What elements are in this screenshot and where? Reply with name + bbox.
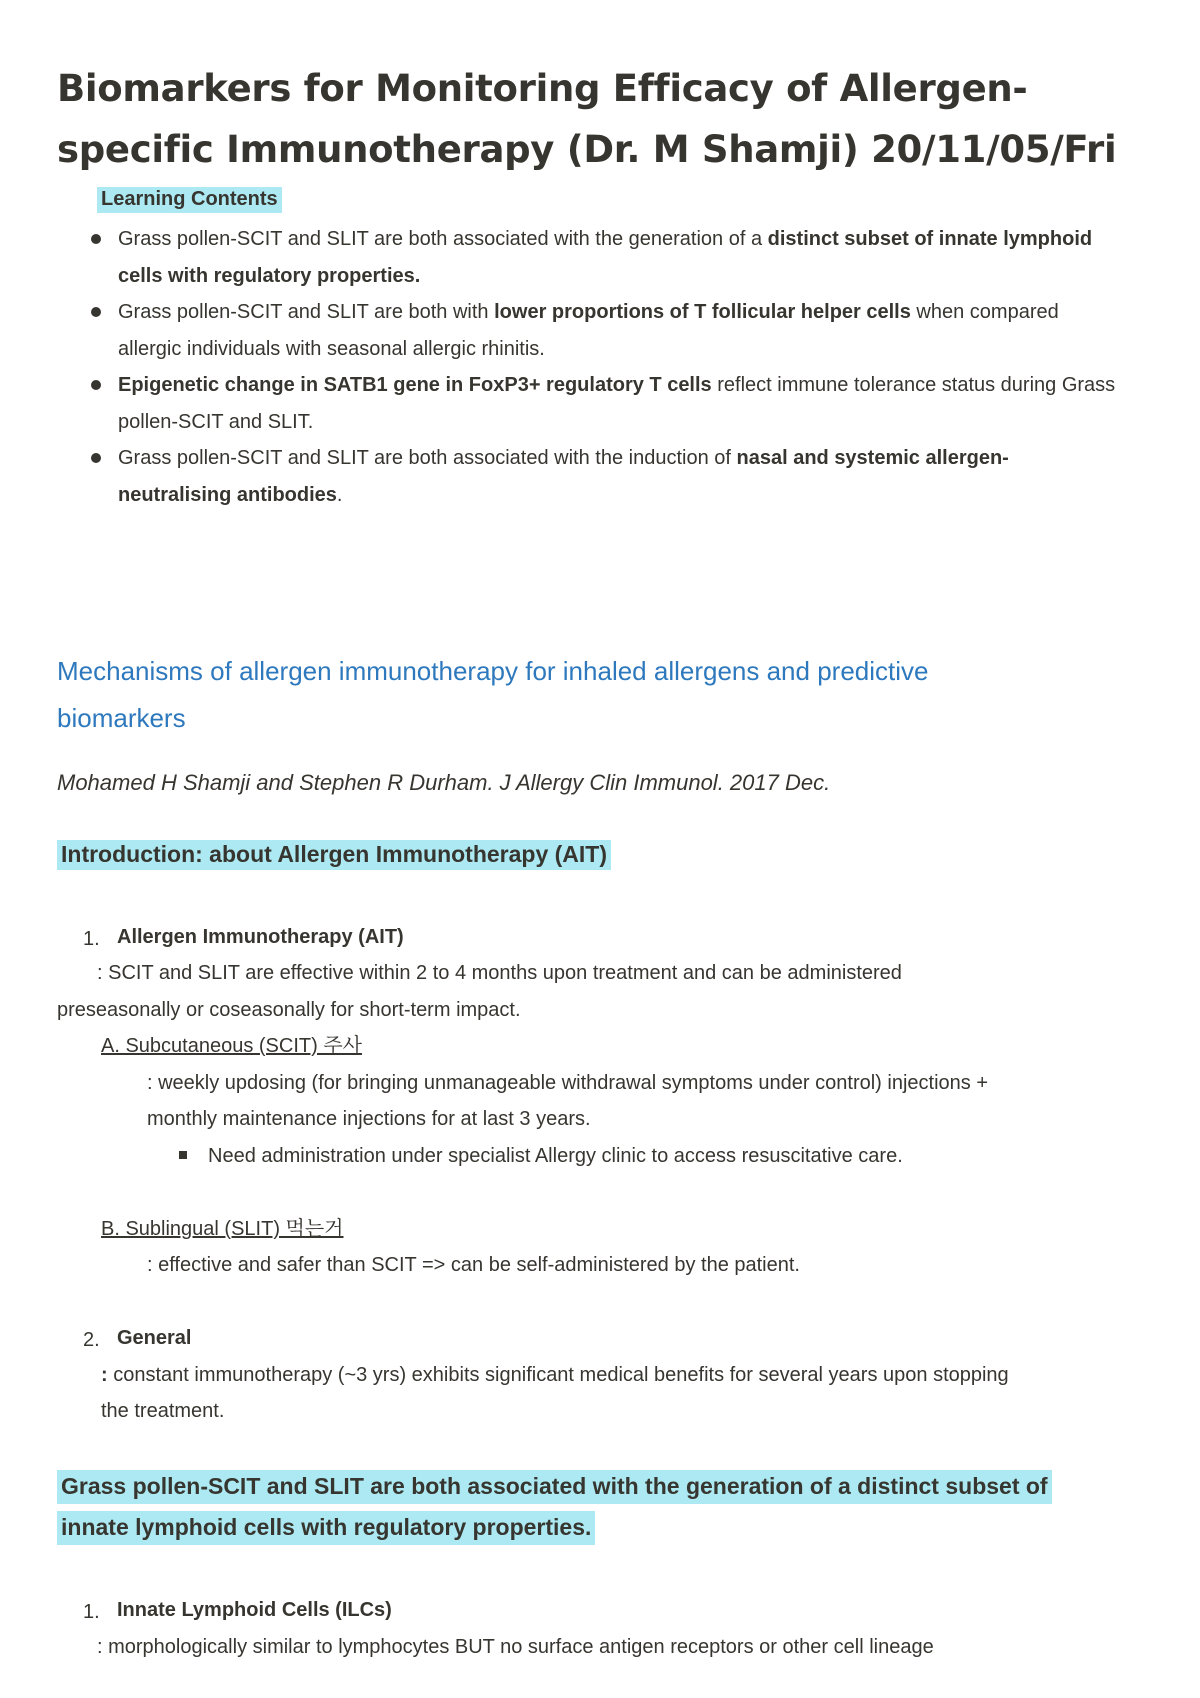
ait-text-line: : SCIT and SLIT are effective within 2 to 4 months upon treatment and can be administered: [97, 962, 902, 984]
list-item: Grass pollen-SCIT and SLIT are both associated with the generation of a distinct subset of innate lymphoid cells with regulatory properties.: [57, 221, 1117, 294]
intro-heading: Introduction: about Allergen Immunotherapy (AIT): [57, 841, 611, 868]
list-item: Grass pollen-SCIT and SLIT are both with lower proportions of T follicular helper cells when compared allergic individuals with seasonal allergic rhinitis.: [57, 294, 1117, 367]
scit-text-line: : weekly updosing (for bringing unmanageable withdrawal symptoms under control) injections +: [147, 1072, 988, 1094]
ilc-text-line: : morphologically similar to lymphocytes BUT no surface antigen receptors or other cell lineage: [97, 1636, 934, 1658]
general-text-line: : constant immunotherapy (~3 yrs) exhibits significant medical benefits for several years upon stopping: [101, 1364, 1009, 1386]
ait-heading: Allergen Immunotherapy (AIT): [117, 926, 404, 948]
general-heading: General: [117, 1327, 192, 1349]
grass-section-heading: Grass pollen-SCIT and SLIT are both associated with the generation of a distinct subset of innate lymphoid cells with regulatory properties.: [57, 1466, 1147, 1548]
list-number: 1.: [83, 928, 100, 950]
ait-text-line: preseasonally or coseasonally for short-term impact.: [57, 999, 521, 1021]
slit-label: B. Sublingual (SLIT) 먹는거: [101, 1218, 344, 1240]
list-number: 1.: [83, 1601, 100, 1623]
learning-contents-list: [57, 221, 1117, 513]
ilc-heading: Innate Lymphoid Cells (ILCs): [117, 1599, 392, 1621]
page-title: Biomarkers for Monitoring Efficacy of Allergen-specific Immunotherapy (Dr. M Shamji) 20/11/05/Fri: [57, 67, 1117, 171]
list-item: Grass pollen-SCIT and SLIT are both associated with the induction of nasal and systemic allergen-neutralising antibodies.: [57, 440, 1117, 513]
article-citation: Mohamed H Shamji and Stephen R Durham. J Allergy Clin Immunol. 2017 Dec.: [57, 770, 831, 795]
scit-text-line: monthly maintenance injections for at last 3 years.: [147, 1108, 591, 1130]
scit-subpoint: Need administration under specialist Allergy clinic to access resuscitative care.: [208, 1145, 903, 1167]
article-title: Mechanisms of allergen immunotherapy for inhaled allergens and predictive biomarkers: [57, 656, 929, 733]
scit-label: A. Subcutaneous (SCIT) 주사: [101, 1035, 362, 1057]
list-item: Epigenetic change in SATB1 gene in FoxP3+ regulatory T cells reflect immune tolerance status during Grass pollen-SCIT and SLIT.: [57, 367, 1117, 440]
list-number: 2.: [83, 1329, 100, 1351]
slit-text: : effective and safer than SCIT => can be self-administered by the patient.: [147, 1254, 800, 1276]
learning-contents-label: Learning Contents: [97, 188, 282, 211]
general-text-line: the treatment.: [101, 1400, 225, 1422]
square-bullet-icon: [179, 1151, 187, 1159]
